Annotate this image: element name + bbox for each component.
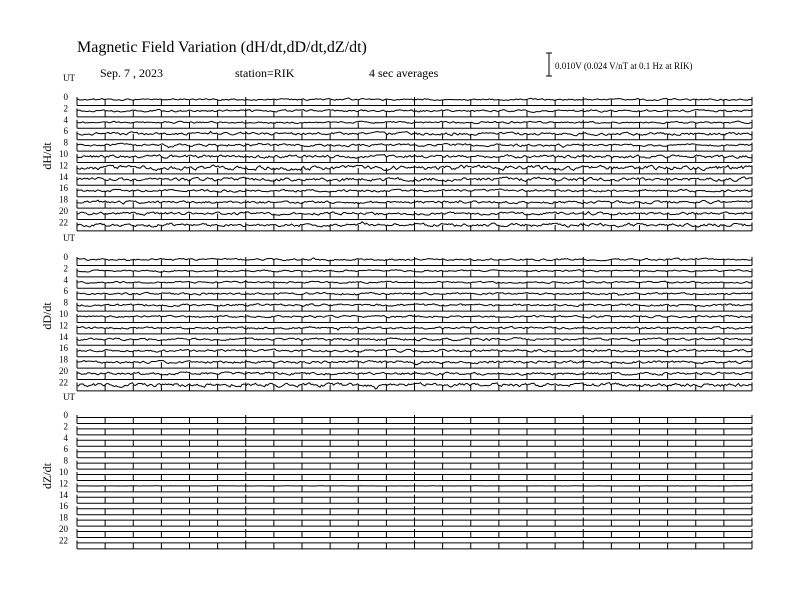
row-label: 0 <box>63 252 68 262</box>
row-label: 22 <box>59 377 68 388</box>
row-label: 14 <box>59 489 68 500</box>
trace-row <box>77 154 752 163</box>
trace-row <box>77 483 752 492</box>
trace-row <box>77 438 752 447</box>
row-label: 18 <box>59 194 68 205</box>
trace-row <box>77 120 752 129</box>
station-label: station=RIK <box>235 66 295 80</box>
row-label: 18 <box>59 512 68 523</box>
row-label: 14 <box>59 331 68 342</box>
y-axis-label: dH/dt <box>40 142 54 170</box>
trace-row <box>77 348 752 357</box>
trace-row <box>77 200 752 209</box>
trace-row <box>77 165 752 174</box>
trace-row <box>77 529 752 538</box>
trace-row <box>77 143 752 152</box>
row-label: 10 <box>59 467 68 477</box>
ut-axis-label: UT <box>63 73 75 83</box>
trace-row <box>77 257 752 266</box>
trace-row <box>77 495 752 504</box>
panel-dzdt <box>40 392 752 549</box>
trace-row <box>77 360 752 369</box>
trace-row <box>77 211 752 220</box>
row-label: 12 <box>59 320 68 331</box>
trace-row <box>77 314 752 323</box>
row-label: 6 <box>63 444 68 455</box>
y-axis-label: dZ/dt <box>40 463 54 489</box>
scale-bar <box>546 53 552 76</box>
row-label: 22 <box>59 217 68 228</box>
trace-row <box>77 415 752 424</box>
trace-row <box>77 108 752 117</box>
row-label: 10 <box>59 309 68 319</box>
row-label: 0 <box>63 410 68 420</box>
trace-row <box>77 303 752 312</box>
panel-dddt <box>40 233 752 391</box>
row-label: 2 <box>63 103 68 114</box>
row-label: 12 <box>59 478 68 489</box>
trace-row <box>77 177 752 186</box>
trace-row <box>77 371 752 380</box>
trace-row <box>77 291 752 300</box>
ut-axis-label: UT <box>63 233 75 243</box>
trace-row <box>77 506 752 515</box>
row-label: 16 <box>59 183 68 194</box>
trace-row <box>77 222 752 231</box>
row-label: 4 <box>63 114 68 125</box>
chart-title: Magnetic Field Variation (dH/dt,dD/dt,dZ/dt) <box>77 39 367 56</box>
trace-row <box>77 280 752 289</box>
row-label: 12 <box>59 160 68 171</box>
scale-label: 0.010V (0.024 V/nT at 0.1 Hz at RIK) <box>555 61 693 71</box>
trace-row <box>77 337 752 346</box>
trace-row <box>77 382 752 391</box>
row-label: 6 <box>63 126 68 137</box>
trace-row <box>77 131 752 140</box>
row-label: 8 <box>63 297 68 308</box>
row-label: 10 <box>59 149 68 159</box>
row-label: 0 <box>63 92 68 102</box>
y-axis-label: dD/dt <box>40 302 54 330</box>
row-label: 8 <box>63 137 68 148</box>
averaging-label: 4 sec averages <box>369 66 439 80</box>
row-label: 20 <box>59 524 68 534</box>
row-label: 16 <box>59 501 68 512</box>
ut-axis-label: UT <box>63 392 75 402</box>
row-label: 4 <box>63 274 68 285</box>
trace-row <box>77 97 752 106</box>
trace-row <box>77 449 752 458</box>
trace-row <box>77 426 752 435</box>
row-label: 22 <box>59 535 68 546</box>
row-label: 14 <box>59 171 68 182</box>
row-label: 4 <box>63 432 68 443</box>
trace-row <box>77 461 752 470</box>
row-label: 2 <box>63 263 68 274</box>
row-label: 20 <box>59 366 68 376</box>
date-label: Sep. 7 , 2023 <box>100 66 163 80</box>
trace-row <box>77 325 752 334</box>
row-label: 8 <box>63 455 68 466</box>
row-label: 18 <box>59 354 68 365</box>
row-label: 20 <box>59 206 68 216</box>
panel-dhdt <box>40 73 752 231</box>
row-label: 6 <box>63 286 68 297</box>
row-label: 2 <box>63 421 68 432</box>
trace-row <box>77 518 752 527</box>
row-label: 16 <box>59 343 68 354</box>
trace-row <box>77 472 752 481</box>
trace-row <box>77 268 752 277</box>
trace-row <box>77 188 752 197</box>
trace-row <box>77 540 752 549</box>
